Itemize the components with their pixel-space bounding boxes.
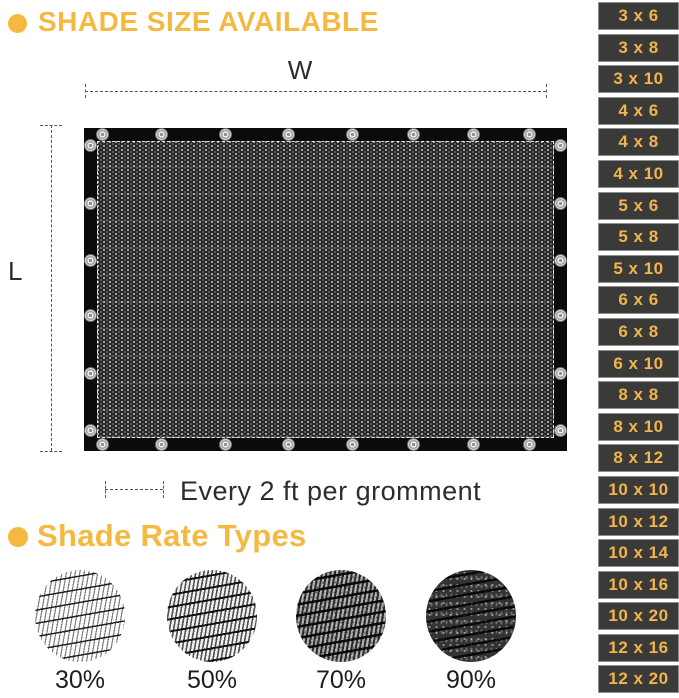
shade-net	[84, 128, 567, 451]
size-option: 12 x 20	[598, 665, 679, 693]
grommet-icon	[554, 254, 567, 267]
grommet-icon	[346, 128, 359, 141]
size-list	[598, 0, 679, 698]
section-title-shade-size: SHADE SIZE AVAILABLE	[38, 6, 379, 37]
size-option: 6 x 6	[598, 286, 679, 314]
shade-rate-label: 70%	[315, 666, 367, 694]
shade-rate-label: 50%	[186, 666, 238, 694]
width-dimension-label: W	[287, 55, 313, 85]
grommet-icon	[155, 438, 168, 451]
shade-rate-swatch-70	[296, 570, 386, 662]
bullet-icon	[8, 14, 27, 33]
shade-rate-swatch-50	[167, 570, 257, 662]
size-option: 8 x 8	[598, 381, 679, 409]
grommet-icon	[219, 438, 232, 451]
size-option: 5 x 10	[598, 255, 679, 283]
w-dim-tick-right	[546, 84, 547, 98]
grommet-icon	[84, 254, 97, 267]
grommet-icon	[554, 424, 567, 437]
size-option: 12 x 16	[598, 634, 679, 662]
grommet-icon	[346, 438, 359, 451]
length-dimension-label: L	[8, 256, 23, 286]
size-option: 6 x 8	[598, 318, 679, 346]
grommet-icon	[554, 309, 567, 322]
size-option: 10 x 14	[598, 539, 679, 567]
grommet-icon	[219, 128, 232, 141]
size-option: 5 x 6	[598, 192, 679, 220]
note-tick-right	[163, 481, 164, 498]
grommet-icon	[554, 197, 567, 210]
grommet-icon	[84, 309, 97, 322]
grommet-icon	[96, 438, 109, 451]
size-option: 8 x 12	[598, 444, 679, 472]
l-dim-line	[51, 125, 52, 451]
shade-rate-label: 90%	[445, 666, 497, 694]
grommet-icon	[467, 438, 480, 451]
l-dim-tick-bottom	[40, 451, 62, 452]
grommet-icon	[84, 197, 97, 210]
grommet-icon	[84, 424, 97, 437]
size-option: 10 x 12	[598, 508, 679, 536]
grommet-icon	[554, 367, 567, 380]
size-option: 3 x 8	[598, 34, 679, 62]
size-option: 4 x 10	[598, 160, 679, 188]
size-option: 4 x 6	[598, 97, 679, 125]
section-title-shade-rate: Shade Rate Types	[37, 518, 307, 553]
grommet-note: Every 2 ft per gromment	[180, 476, 482, 506]
size-option: 3 x 6	[598, 2, 679, 30]
grommet-icon	[554, 139, 567, 152]
shade-rate-label: 30%	[54, 666, 106, 694]
size-option: 6 x 10	[598, 350, 679, 378]
grommet-icon	[523, 438, 536, 451]
grommet-icon	[84, 139, 97, 152]
size-option: 3 x 10	[598, 65, 679, 93]
grommet-icon	[407, 438, 420, 451]
size-option: 4 x 8	[598, 128, 679, 156]
grommet-icon	[84, 367, 97, 380]
grommet-icon	[282, 438, 295, 451]
grommet-icon	[282, 128, 295, 141]
size-option: 10 x 10	[598, 476, 679, 504]
size-option: 5 x 8	[598, 223, 679, 251]
w-dim-line	[85, 91, 546, 92]
size-option: 10 x 16	[598, 571, 679, 599]
bullet-icon	[8, 527, 28, 547]
grommet-icon	[467, 128, 480, 141]
size-option: 10 x 20	[598, 602, 679, 630]
grommet-icon	[523, 128, 536, 141]
size-option: 8 x 10	[598, 413, 679, 441]
grommet-icon	[407, 128, 420, 141]
mesh-texture	[97, 141, 554, 438]
shade-rate-swatch-30	[35, 570, 125, 662]
shade-rate-swatch-90	[426, 570, 516, 662]
grommet-icon	[155, 128, 168, 141]
grommet-icon	[96, 128, 109, 141]
note-dim-line	[105, 489, 163, 490]
